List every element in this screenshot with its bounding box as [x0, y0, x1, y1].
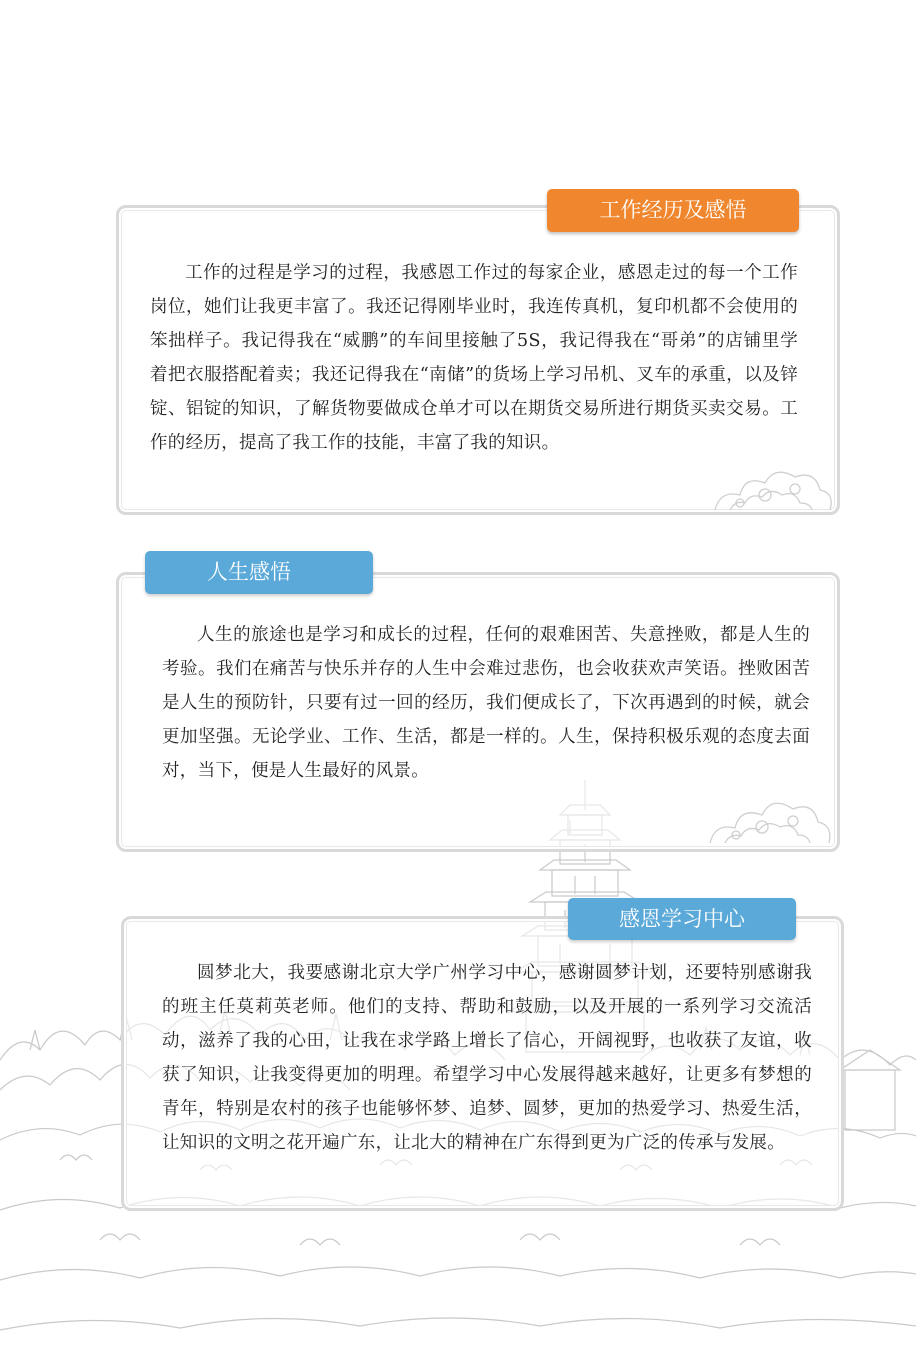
section-title-gratitude: 感恩学习中心: [568, 898, 796, 940]
section-title-work: 工作经历及感悟: [547, 189, 799, 232]
section-text-work: 工作的过程是学习的过程，我感恩工作过的每家企业，感恩走过的每一个工作岗位，她们让我更丰富了。我还记得刚毕业时，我连传真机，复印机都不会使用的笨拙样子。我记得我在“威鹏”的车间里接触了5S，我记得我在“哥弟”的店铺里学着把衣服搭配着卖；我还记得我在“南储”的货场上学习吊机、叉车的承重，以及锌锭、铝锭的知识，了解货物要做成仓单才可以在期货交易所进行期货买卖交易。工作的经历，提高了我工作的技能，丰富了我的知识。: [150, 263, 798, 453]
section-title-life: 人生感悟: [145, 551, 373, 594]
section-text-life: 人生的旅途也是学习和成长的过程，任何的艰难困苦、失意挫败，都是人生的考验。我们在痛苦与快乐并存的人生中会难过悲伤，也会收获欢声笑语。挫败困苦是人生的预防针，只要有过一回的经历，我们便成长了，下次再遇到的时候，就会更加坚强。无论学业、工作、生活，都是一样的。人生，保持积极乐观的态度去面对，当下，便是人生最好的风景。: [162, 625, 810, 781]
section-text-gratitude: 圆梦北大，我要感谢北京大学广州学习中心，感谢圆梦计划，还要特别感谢我的班主任莫莉英老师。他们的支持、帮助和鼓励，以及开展的一系列学习交流活动，滋养了我的心田，让我在求学路上增长了信心，开阔视野，也收获了友谊，收获了知识，让我变得更加的明理。希望学习中心发展得越来越好，让更多有梦想的青年，特别是农村的孩子也能够怀梦、追梦、圆梦，更加的热爱学习、热爱生活，让知识的文明之花开遍广东，让北大的精神在广东得到更为广泛的传承与发展。: [162, 963, 812, 1153]
